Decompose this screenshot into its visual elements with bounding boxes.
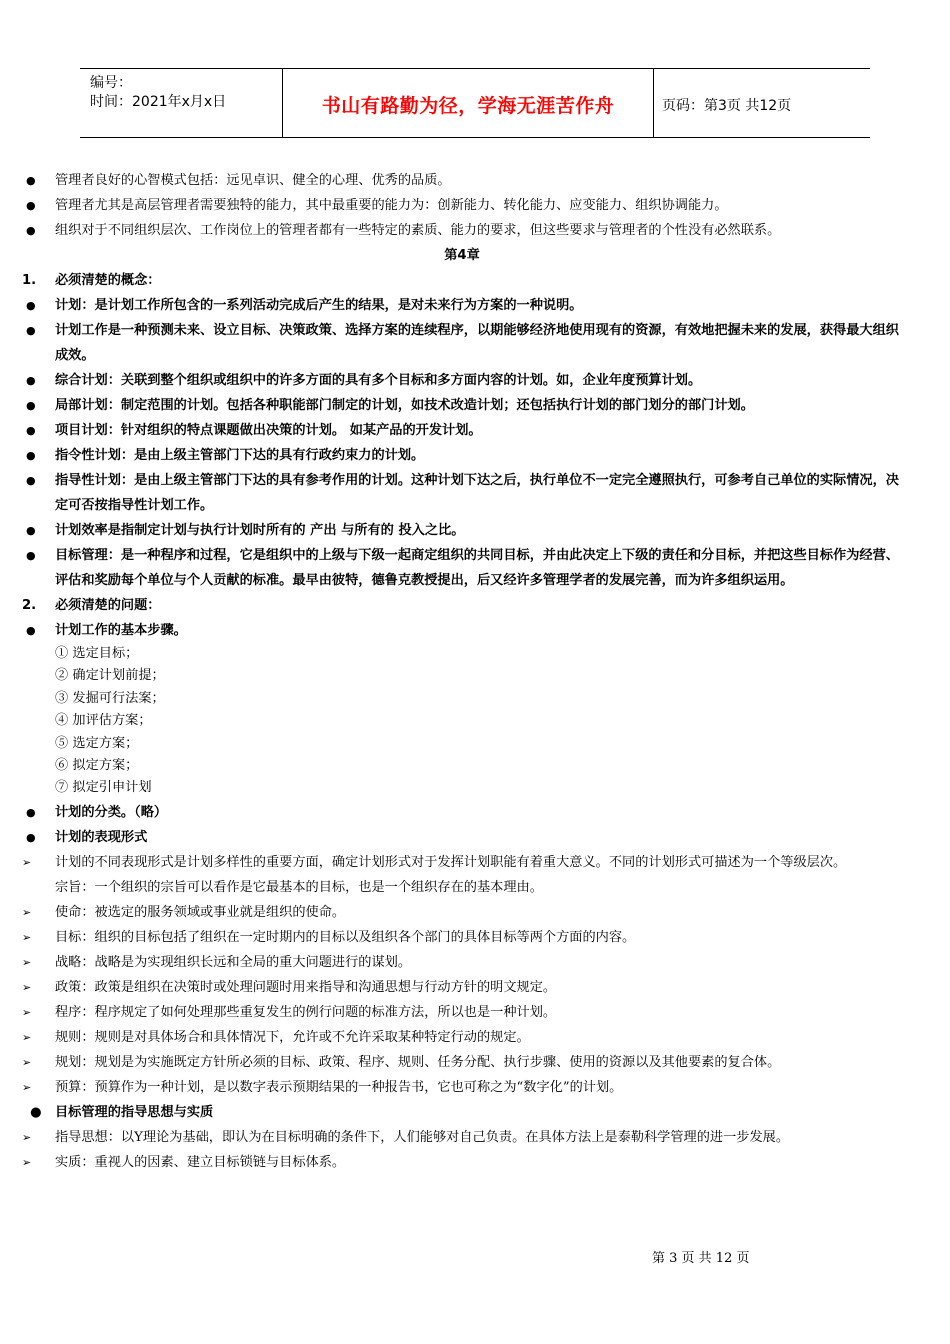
list-item: ● 计划的分类。（略） [22, 800, 902, 825]
list-item: ➢ 使命：被选定的服务领域或事业就是组织的使命。 [22, 900, 902, 925]
chapter-title: 第4章 [444, 248, 480, 263]
step-item: ① 选定目标； [55, 646, 139, 661]
bullet-icon: ● [26, 624, 36, 637]
list-item: ● 组织对于不同组织层次、工作岗位上的管理者都有一些特定的素质、能力的要求，但这些要求与管理者的个性没有必然联系。 [22, 218, 902, 243]
list-item: 宗旨：一个组织的宗旨可以看作是它最基本的目标，也是一个组织存在的基本理由。 [55, 879, 543, 895]
list-item: ➢ 战略：战略是为实现组织长远和全局的重大问题进行的谋划。 [22, 950, 902, 975]
list-item: ● 局部计划：制定范围的计划。包括各种职能部门制定的计划，如技术改造计划；还包括执行计划的部门划分的部门计划。 [22, 393, 902, 418]
step-item: ⑥ 拟定方案； [55, 758, 139, 774]
arrow-bullet-icon: ➢ [22, 1080, 32, 1094]
step-item: ⑤ 选定方案； [55, 735, 139, 751]
code-label: 编号： [90, 75, 132, 91]
step-item: ④ 加评估方案； [55, 713, 152, 729]
list-item: ● 管理者良好的心智模式包括：远见卓识、健全的心理、优秀的品质。 [22, 168, 902, 193]
header-left-cell [80, 69, 280, 137]
step-item: ② 确定计划前提； [55, 668, 165, 684]
step-item: ③ 发掘可行法案； [55, 690, 165, 706]
page-label: 页码：第3页 共12页 [662, 98, 792, 114]
bullet-icon: ● [26, 830, 36, 844]
list-item: ● 计划工作的基本步骤。 [22, 618, 902, 643]
bullet-icon: ● [26, 449, 36, 462]
arrow-bullet-icon: ➢ [22, 855, 32, 869]
header-motto-cell [282, 69, 654, 137]
section-heading: 2. 必须清楚的问题： [22, 598, 161, 613]
arrow-bullet-icon: ➢ [22, 1130, 32, 1144]
list-item: ● 指导性计划：是由上级主管部门下达的具有参考作用的计划。这种计划下达之后，执行单位不一定完全遵照执行，可参考自己单位的实际情况，决定可否按指导性计划工作。 [22, 468, 902, 518]
list-item: ● 目标管理：是一种程序和过程，它是组织中的上级与下级一起商定组织的共同目标，并由此决定上下级的责任和分目标，并把这些目标作为经营、评估和奖励每个单位与个人贡献的标准。最早由彼特，德鲁克教授提出，后又经许多管理学者的发展完善，而为许多组织运用。 [22, 543, 902, 593]
list-item: ➢ 规则：规则是对具体场合和具体情况下，允许或不允许采取某种特定行动的规定。 [22, 1025, 902, 1050]
header-right-cell [654, 69, 870, 137]
step-item: ⑦ 拟定引申计划 [55, 780, 152, 796]
list-item: ● 计划：是计划工作所包含的一系列活动完成后产生的结果，是对未来行为方案的一种说明。 [22, 293, 902, 318]
bullet-icon: ● [26, 805, 36, 819]
section-heading: 1. 必须清楚的概念： [22, 273, 161, 288]
list-item: ● 项目计划：针对组织的特点课题做出决策的计划。 如某产品的开发计划。 [22, 418, 902, 443]
list-item: ➢ 预算：预算作为一种计划，是以数字表示预期结果的一种报告书，它也可称之为“数字化”的计划。 [22, 1075, 902, 1100]
list-item: ➢ 计划的不同表现形式是计划多样性的重要方面，确定计划形式对于发挥计划职能有着重大意义。不同的计划形式可描述为一个等级层次。 [22, 850, 902, 875]
bullet-icon: ● [26, 399, 36, 412]
bullet-icon: ● [26, 199, 36, 212]
date-label: 时间：2021年x月x日 [90, 94, 227, 110]
list-item: ➢ 实质：重视人的因素、建立目标锁链与目标体系。 [22, 1150, 902, 1175]
list-item: ➢ 政策：政策是组织在决策时或处理问题时用来指导和沟通思想与行动方针的明文规定。 [22, 975, 902, 1000]
list-item: ➢ 程序：程序规定了如何处理那些重复发生的例行问题的标准方法，所以也是一种计划。 [22, 1000, 902, 1025]
list-item: ➢ 目标：组织的目标包括了组织在一定时期内的目标以及组织各个部门的具体目标等两个方面的内容。 [22, 925, 902, 950]
arrow-bullet-icon: ➢ [22, 1055, 32, 1069]
bullet-icon: ● [26, 549, 36, 562]
list-item: ➢ 指导思想：以Y理论为基础，即认为在目标明确的条件下，人们能够对自己负责。在具体方法上是泰勒科学管理的进一步发展。 [22, 1125, 902, 1150]
arrow-bullet-icon: ➢ [22, 955, 32, 969]
list-item: ● 计划工作是一种预测未来、设立目标、决策政策、选择方案的连续程序，以期能够经济地使用现有的资源，有效地把握未来的发展，获得最大组织成效。 [22, 318, 902, 368]
list-item: ● 计划的表现形式 [22, 825, 902, 850]
bullet-icon: ● [26, 224, 36, 237]
bullet-icon: ● [26, 299, 36, 312]
list-item: ● 综合计划：关联到整个组织或组织中的许多方面的具有多个目标和多方面内容的计划。如，企业年度预算计划。 [22, 368, 902, 393]
list-item: ➢ 规划：规划是为实施既定方针所必须的目标、政策、程序、规则、任务分配、执行步骤、使用的资源以及其他要素的复合体。 [22, 1050, 902, 1075]
motto: 书山有路勤为径，学海无涯苦作舟 [321, 95, 615, 117]
list-item: ● 管理者尤其是高层管理者需要独特的能力，其中最重要的能力为：创新能力、转化能力、应变能力、组织协调能力。 [22, 193, 902, 218]
list-item: ● 计划效率是指制定计划与执行计划时所有的 产出 与所有的 投入之比。 [22, 518, 902, 543]
arrow-bullet-icon: ➢ [22, 930, 32, 944]
bullet-icon: ● [26, 374, 36, 387]
list-item: ● 目标管理的指导思想与实质 [22, 1100, 902, 1125]
page-footer: 第 3 页 共 12 页 [652, 1251, 750, 1266]
document-body [22, 168, 902, 1175]
bullet-icon: ● [26, 174, 36, 187]
bullet-icon: ● [26, 324, 36, 337]
bullet-icon: ● [26, 524, 36, 537]
list-item: ● 指令性计划：是由上级主管部门下达的具有行政约束力的计划。 [22, 443, 902, 468]
arrow-bullet-icon: ➢ [22, 1005, 32, 1019]
arrow-bullet-icon: ➢ [22, 1030, 32, 1044]
bullet-icon: ● [26, 474, 36, 487]
bullet-icon: ● [26, 424, 36, 437]
bullet-icon: ● [30, 1104, 42, 1120]
arrow-bullet-icon: ➢ [22, 905, 32, 919]
header-table [80, 68, 870, 138]
arrow-bullet-icon: ➢ [22, 980, 32, 994]
arrow-bullet-icon: ➢ [22, 1155, 32, 1169]
